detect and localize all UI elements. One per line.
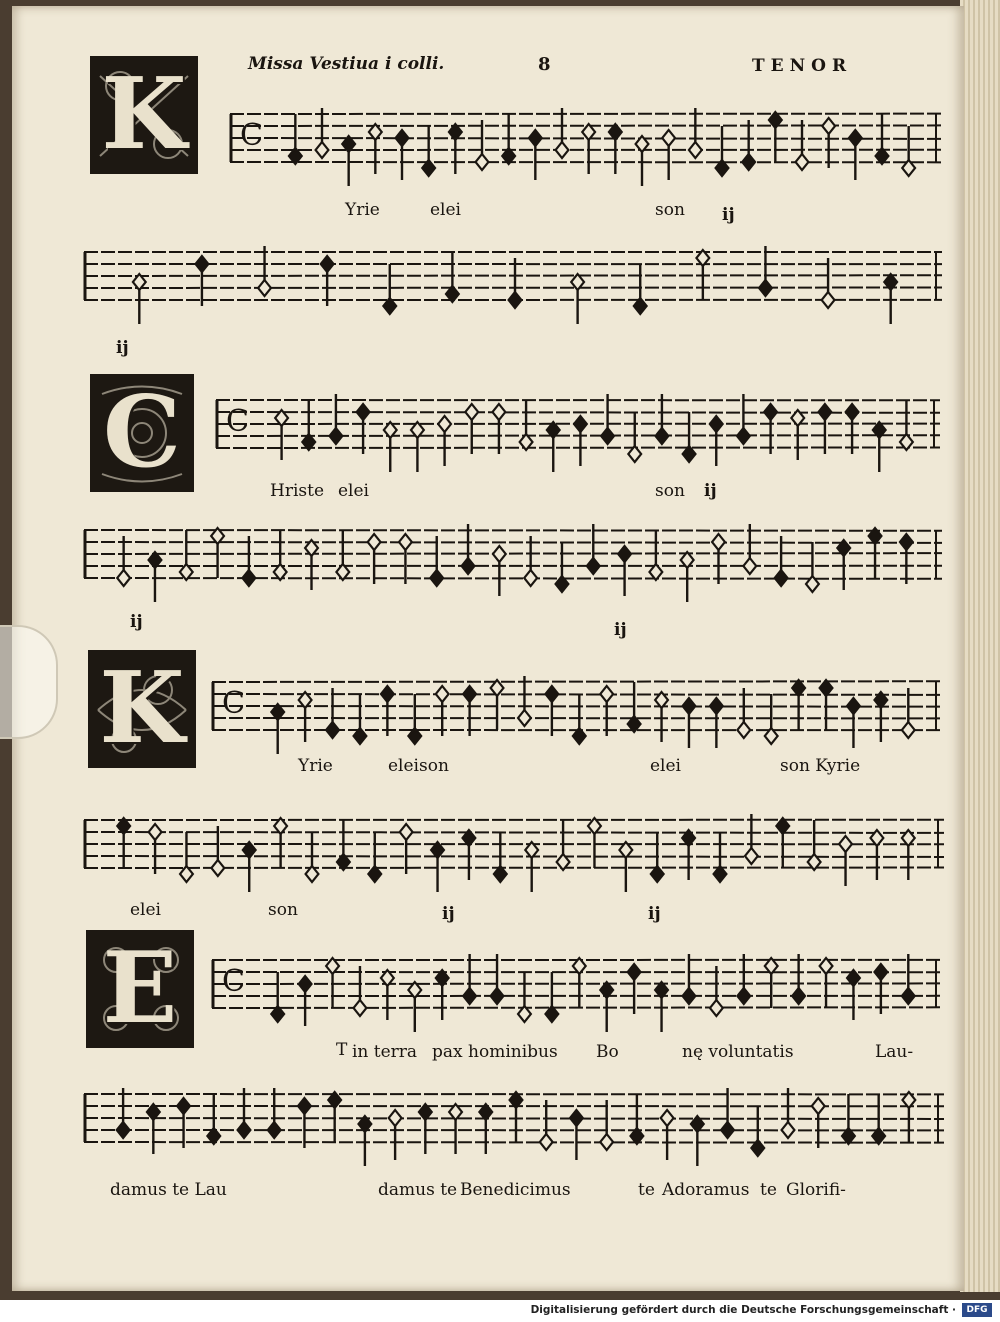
note-head (509, 292, 522, 308)
note-head (792, 988, 805, 1004)
note-head (268, 1122, 281, 1138)
initial-letter: K (101, 57, 187, 172)
note-head (710, 698, 723, 714)
lyric-word: elei (430, 200, 461, 220)
mensuration-sign: C (240, 118, 263, 154)
page-number: 8 (538, 54, 551, 75)
note-head (570, 1110, 583, 1126)
lyric-word: son (655, 200, 685, 220)
note-head (839, 836, 852, 852)
lyric-word: Benedicimus (460, 1180, 571, 1200)
note-head (299, 976, 312, 992)
note-head (463, 988, 476, 1004)
lyric-word: Hriste (270, 481, 325, 501)
lyric-word: Glorifi- (786, 1180, 846, 1200)
note-head (436, 686, 449, 702)
notes (289, 108, 915, 186)
decorated-initial-k1 (90, 56, 198, 174)
staff-4 (84, 510, 942, 610)
note-head (330, 428, 343, 444)
note-head (819, 404, 832, 420)
note-head (493, 546, 506, 562)
note-head (710, 1000, 723, 1016)
notes (275, 394, 913, 472)
notes (117, 814, 914, 892)
decorated-initial-c (90, 374, 194, 492)
initial-letter: K (99, 651, 185, 766)
note-head (600, 686, 613, 702)
note-head (721, 1122, 734, 1138)
staff-1 (230, 94, 942, 194)
note-head (618, 546, 631, 562)
lyric-word: eleison (388, 756, 449, 776)
lyric-word: ij (442, 904, 455, 924)
note-head (764, 404, 777, 420)
lyric-word: te (638, 1180, 655, 1200)
notes (271, 954, 914, 1032)
lyric-word: Yrie (298, 756, 333, 776)
note-head (438, 416, 451, 432)
note-head (196, 256, 209, 272)
staff-7 (212, 940, 942, 1040)
note-head (812, 1098, 825, 1114)
dfg-logo: DFG (962, 1303, 992, 1317)
lyric-word: Adoramus (662, 1180, 750, 1200)
notes (117, 524, 912, 602)
lyric-word: son Kyrie (780, 756, 861, 776)
note-head (656, 428, 669, 444)
mensuration-sign: C (226, 404, 249, 440)
note-head (462, 558, 475, 574)
page-clip-tab (0, 625, 58, 739)
lyric-word: elei (338, 481, 369, 501)
note-head (238, 1122, 251, 1138)
mensuration-sign: C (222, 686, 245, 722)
staff-5 (212, 662, 942, 762)
note-head (149, 824, 162, 840)
staff-2 (84, 232, 942, 332)
note-head (117, 1122, 130, 1138)
decorated-initial-e (86, 930, 194, 1048)
mensuration-sign: C (222, 964, 245, 1000)
note-head (662, 130, 675, 146)
note-head (518, 710, 531, 726)
note-head (743, 558, 756, 574)
note-head (822, 292, 835, 308)
note-head (556, 142, 569, 158)
note-head (846, 404, 859, 420)
note-head (820, 680, 833, 696)
note-head (117, 570, 130, 586)
lyric-word: son (268, 900, 298, 920)
note-head (211, 860, 224, 876)
lyric-word: te (760, 1180, 777, 1200)
lyric-word: ij (648, 904, 661, 924)
note-head (600, 1134, 613, 1150)
note-head (661, 1110, 674, 1126)
notes (271, 676, 914, 754)
note-head (430, 570, 443, 586)
note-head (399, 534, 412, 550)
lyric-word: pax hominibus (432, 1042, 558, 1062)
note-head (822, 118, 835, 134)
note-head (326, 722, 339, 738)
note-head (628, 964, 641, 980)
note-head (849, 130, 862, 146)
note-head (759, 280, 772, 296)
note-head (177, 1098, 190, 1114)
note-head (683, 698, 696, 714)
note-head (524, 570, 537, 586)
note-head (742, 154, 755, 170)
note-head (540, 1134, 553, 1150)
page-edges (960, 0, 1000, 1292)
note-head (465, 404, 478, 420)
note-head (745, 848, 758, 864)
note-head (737, 722, 750, 738)
lyric-word: son (655, 481, 685, 501)
note-head (529, 130, 542, 146)
note-head (847, 698, 860, 714)
note-head (368, 534, 381, 550)
decorated-initial-k2 (88, 650, 196, 768)
note-head (587, 558, 600, 574)
lyric-word: damus te (378, 1180, 458, 1200)
note-head (710, 416, 723, 432)
staff-6 (84, 800, 944, 900)
funding-credit: Digitalisierung gefördert durch die Deutsche Forschungsgemeinschaft · (530, 1304, 956, 1316)
lyric-word: ij (704, 481, 717, 501)
mass-title: Missa Vestiua i colli. (248, 54, 445, 74)
lyric-word: nę voluntatis (682, 1042, 794, 1062)
note-head (683, 988, 696, 1004)
note-head (737, 988, 750, 1004)
voice-part-label: TENOR (752, 56, 853, 76)
lyric-word: T (336, 1040, 348, 1060)
lyric-word: ij (116, 338, 129, 358)
initial-letter: C (103, 375, 181, 490)
lyric-word: ij (614, 620, 627, 640)
note-head (712, 534, 725, 550)
note-head (316, 142, 329, 158)
note-head (321, 256, 334, 272)
lyric-word: elei (650, 756, 681, 776)
note-head (298, 1098, 311, 1114)
note-head (796, 154, 809, 170)
note-head (689, 142, 702, 158)
lyric-word: ij (130, 612, 143, 632)
staff-8 (84, 1074, 944, 1174)
lyric-word: Lau- (875, 1042, 914, 1062)
note-head (737, 428, 750, 444)
lyric-word: Bo (596, 1042, 619, 1062)
note-head (601, 428, 614, 444)
note-head (354, 1000, 367, 1016)
note-head (902, 988, 915, 1004)
note-head (242, 570, 255, 586)
lyric-word: in terra (352, 1042, 418, 1062)
note-head (396, 130, 409, 146)
note-head (258, 280, 271, 296)
note-head (902, 722, 915, 738)
note-head (381, 686, 394, 702)
lyric-word: ij (722, 205, 735, 225)
lyric-word: Yrie (345, 200, 380, 220)
lyric-word: damus te Lau (110, 1180, 227, 1200)
notes (133, 246, 897, 324)
note-head (900, 534, 913, 550)
notes (117, 1088, 916, 1166)
note-head (476, 154, 489, 170)
note-head (493, 404, 506, 420)
note-head (782, 1122, 795, 1138)
staff-3 (216, 380, 940, 480)
lyric-word: elei (130, 900, 161, 920)
note-head (874, 964, 887, 980)
note-head (463, 686, 476, 702)
note-head (574, 416, 587, 432)
note-head (357, 404, 370, 420)
note-head (389, 1110, 402, 1126)
initial-letter: E (102, 931, 178, 1046)
note-head (491, 988, 504, 1004)
note-head (775, 570, 788, 586)
note-head (545, 686, 558, 702)
note-head (400, 824, 413, 840)
